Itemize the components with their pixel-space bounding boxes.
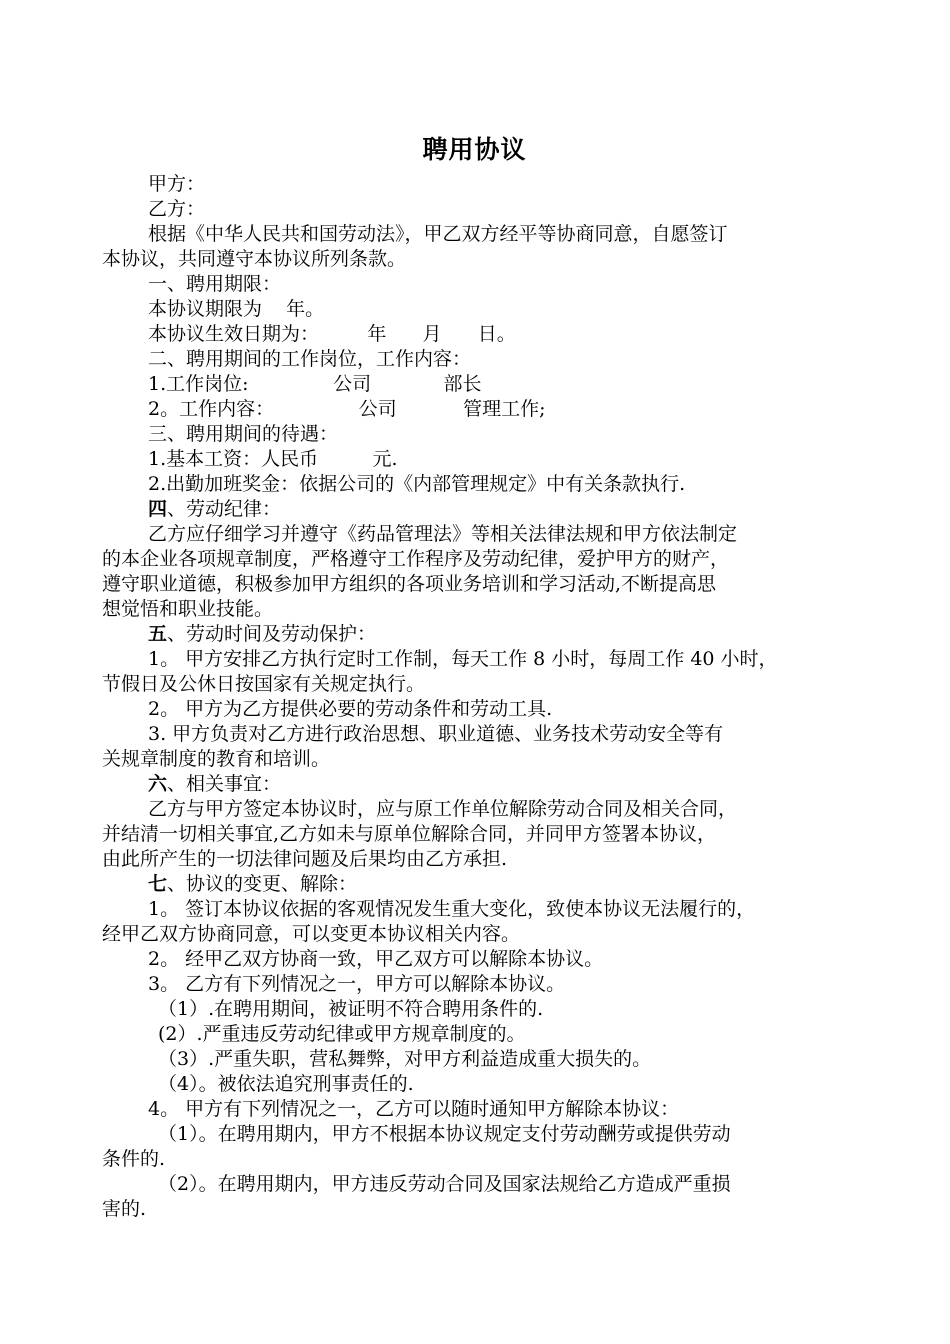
document-line (102, 797, 862, 822)
document-line (102, 922, 862, 947)
line-text: 本协议生效日期为： 年 月 日。 (148, 323, 516, 345)
document-line (102, 1147, 862, 1172)
document-body (102, 172, 862, 1222)
document-line (102, 847, 862, 872)
document-line (102, 722, 862, 747)
line-text: （3）.严重失职，营私舞弊，对甲方利益造成重大损失的。 (158, 1048, 652, 1070)
document-title: 聘用协议 (422, 135, 527, 164)
line-text: 关规章制度的教育和培训。 (102, 748, 331, 770)
line-text: （1）.在聘用期间，被证明不符合聘用条件的. (158, 998, 544, 1020)
line-text: 二、聘用期间的工作岗位，工作内容： (148, 348, 472, 370)
line-text: 并结清一切相关事宜,乙方如未与原单位解除合同，并同甲方签署本协议， (102, 823, 717, 845)
document-line (102, 1197, 862, 1222)
document-line (102, 672, 862, 697)
document-line (102, 272, 862, 297)
document-line (102, 772, 862, 797)
line-text: 2.出勤加班奖金：依据公司的《内部管理规定》中有关条款执行. (148, 473, 686, 495)
line-text: 3. 甲方负责对乙方进行政治思想、职业道德、业务技术劳动安全等有 (148, 723, 724, 745)
document-line (102, 597, 862, 622)
document-line (102, 1172, 862, 1197)
document-line (102, 697, 862, 722)
section-number: 四 (148, 498, 168, 520)
line-text: 、劳动时间及劳动保护： (167, 623, 377, 645)
document-line (102, 647, 862, 672)
document-line (102, 322, 862, 347)
line-text: 2。 甲方为乙方提供必要的劳动条件和劳动工具. (148, 698, 553, 720)
line-text: 3。 乙方有下列情况之一，甲方可以解除本协议。 (148, 973, 566, 995)
document-line (102, 1097, 862, 1122)
document-line (102, 572, 862, 597)
document-line (102, 172, 862, 197)
line-text: 本协议，共同遵守本协议所列条款。 (102, 248, 407, 270)
document-line (102, 822, 862, 847)
line-text: （4）。被依法追究刑事责任的. (158, 1073, 414, 1095)
line-text: （2）。在聘用期内，甲方违反劳动合同及国家法规给乙方造成严重损 (158, 1173, 731, 1195)
line-text: 一、聘用期限： (148, 273, 282, 295)
line-text: 经甲乙双方协商同意，可以变更本协议相关内容。 (102, 923, 521, 945)
document-line (102, 547, 862, 572)
line-text: (2）.严重违反劳动纪律或甲方规章制度的。 (158, 1023, 526, 1045)
line-text: 甲方： (148, 173, 206, 195)
line-text: 三、聘用期间的待遇： (148, 423, 339, 445)
line-text: 条件的. (102, 1148, 166, 1170)
line-text: 乙方与甲方签定本协议时，应与原工作单位解除劳动合同及相关合同， (148, 798, 738, 820)
document-line (102, 947, 862, 972)
line-text: 遵守职业道德，积极参加甲方组织的各项业务培训和学习活动,不断提高思 (102, 573, 717, 595)
line-text: 本协议期限为 年。 (148, 298, 325, 320)
line-text: 由此所产生的一切法律问题及后果均由乙方承担. (102, 848, 508, 870)
line-text: 、相关事宜： (167, 773, 282, 795)
document-line (102, 422, 862, 447)
section-number: 七 (148, 873, 168, 895)
section-number: 五 (148, 623, 168, 645)
document-line (102, 1122, 862, 1147)
document-line (102, 297, 862, 322)
line-text: 1.基本工资：人民币 元. (148, 448, 398, 470)
document-line (102, 347, 862, 372)
document-line (102, 222, 862, 247)
document-line (102, 372, 862, 397)
line-text: 2。 经甲乙双方协商一致，甲乙双方可以解除本协议。 (148, 948, 604, 970)
line-text: 、协议的变更、解除： (167, 873, 358, 895)
line-text: （1）。在聘用期内，甲方不根据本协议规定支付劳动酬劳或提供劳动 (158, 1123, 731, 1145)
line-text: 1.工作岗位: 公司 部长 (148, 373, 482, 395)
document-line (102, 897, 862, 922)
document-line (102, 997, 862, 1022)
line-text: 1。 甲方安排乙方执行定时工作制，每天工作 8 小时，每周工作 40 小时， (148, 648, 778, 670)
line-text: 的本企业各项规章制度，严格遵守工作程序及劳动纪律，爱护甲方的财产， (102, 548, 730, 570)
line-text: 1。 签订本协议依据的客观情况发生重大变化，致使本协议无法履行的， (148, 898, 756, 920)
line-text: 乙方： (148, 198, 206, 220)
document-line (102, 247, 862, 272)
line-text: 4。 甲方有下列情况之一，乙方可以随时通知甲方解除本协议： (148, 1098, 680, 1120)
line-text: 想觉悟和职业技能。 (102, 598, 274, 620)
line-text: 、劳动纪律： (167, 498, 282, 520)
line-text: 害的. (102, 1198, 147, 1220)
section-number: 六 (148, 773, 168, 795)
document-line (102, 472, 862, 497)
document-line (102, 747, 862, 772)
document-line (102, 1022, 862, 1047)
document-line (102, 1047, 862, 1072)
document-line (102, 197, 862, 222)
document-line (102, 522, 862, 547)
document-line (102, 872, 862, 897)
line-text: 根据《中华人民共和国劳动法》，甲乙双方经平等协商同意，自愿签订 (148, 223, 728, 245)
line-text: 2。工作内容： 公司 管理工作; (148, 398, 546, 420)
line-text: 乙方应仔细学习并遵守《药品管理法》等相关法律法规和甲方依法制定 (148, 523, 738, 545)
document-line (102, 447, 862, 472)
line-text: 节假日及公休日按国家有关规定执行。 (102, 673, 426, 695)
document-line (102, 397, 862, 422)
document-line (102, 1072, 862, 1097)
document-line (102, 497, 862, 522)
document-line (102, 622, 862, 647)
document-line (102, 972, 862, 997)
